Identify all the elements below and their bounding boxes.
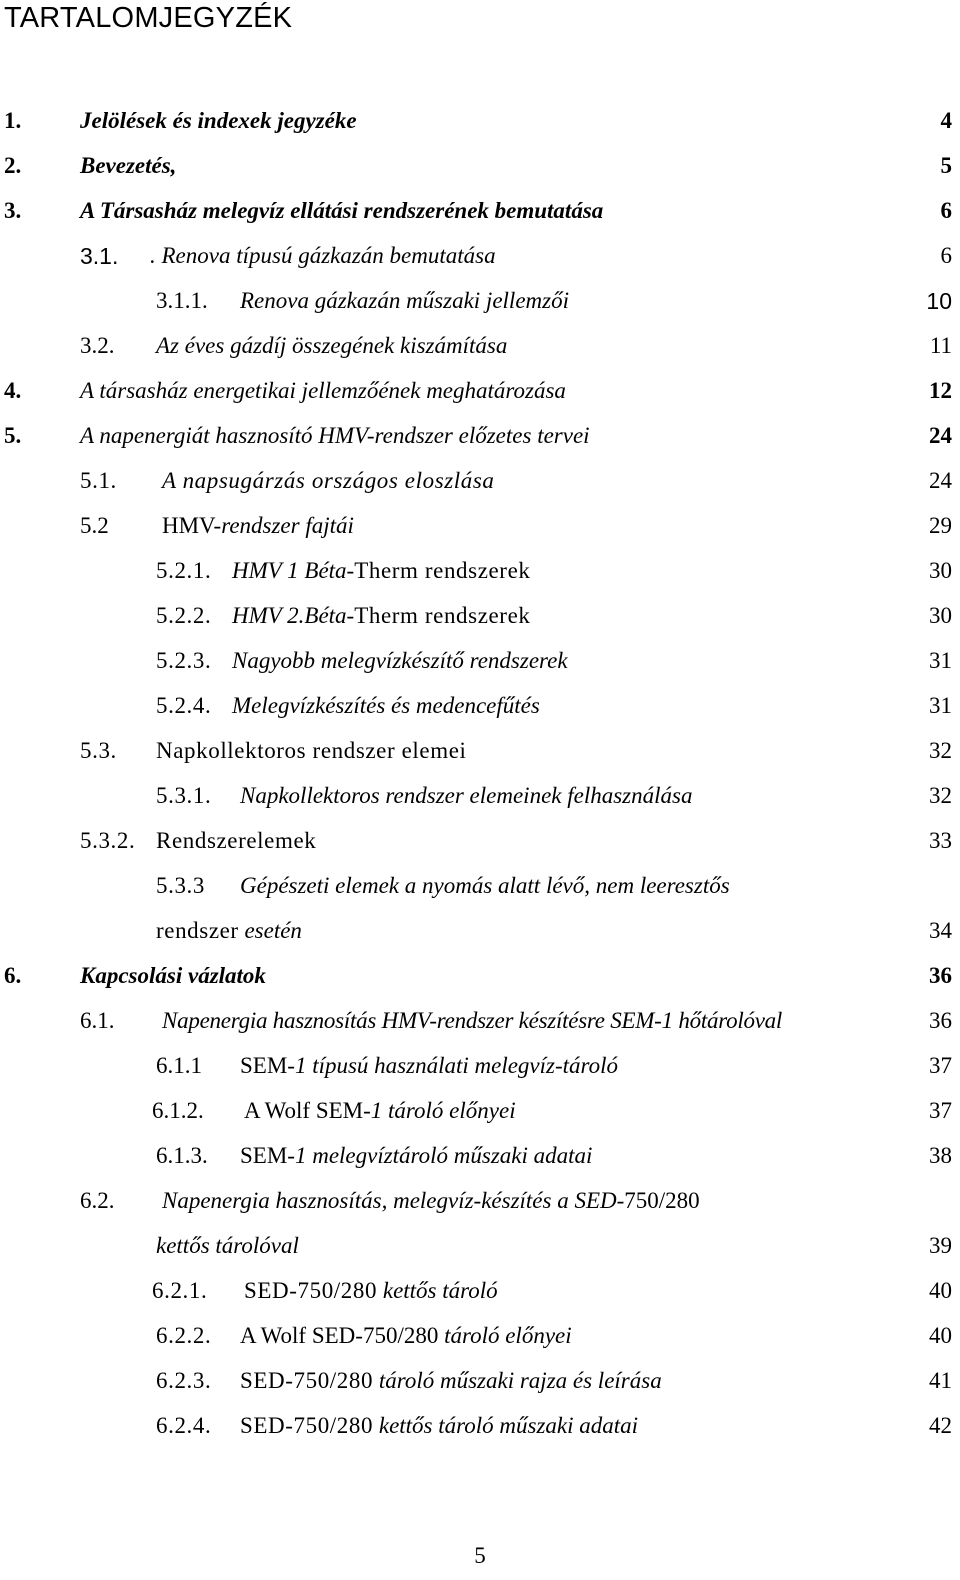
toc-number: 6.2.4. (156, 1413, 212, 1438)
toc-page: 40 (929, 1323, 952, 1348)
toc-entry[interactable] (0, 236, 960, 276)
toc-title: Melegvízkészítés és medencefűtés (232, 693, 540, 718)
toc-title: Gépészeti elemek a nyomás alatt lévő, nem leeresztős (240, 873, 730, 898)
toc-title: Kapcsolási vázlatok (80, 963, 266, 988)
toc-entry[interactable] (0, 281, 960, 321)
toc-number: 3.1.1. (156, 288, 208, 313)
toc-number: 5.2 (80, 513, 109, 538)
toc-entry[interactable] (0, 1316, 960, 1356)
toc-page: 6 (940, 198, 952, 223)
toc-page: 38 (929, 1143, 952, 1168)
toc-entry[interactable] (0, 1001, 960, 1041)
toc-entry[interactable] (0, 416, 960, 456)
toc-page: 40 (929, 1278, 952, 1303)
toc-title-part: 1 melegvíztároló műszaki adatai (294, 1143, 593, 1168)
toc-title-part: Napenergia hasznosítás, melegvíz-készítés a SED- (162, 1188, 625, 1213)
toc-page: 31 (929, 648, 952, 673)
toc-page: 11 (929, 333, 952, 358)
toc-title-part: HMV- (162, 513, 222, 538)
toc-title-part: SED-750/280 (240, 1413, 374, 1438)
toc-entry[interactable] (0, 326, 960, 366)
toc-title: A társasház energetikai jellemzőének meghatározása (80, 378, 566, 403)
toc-title-part: tároló előnyei (438, 1323, 572, 1348)
toc-number: 6. (4, 963, 22, 988)
toc-page: 34 (929, 918, 952, 943)
toc-number: 3.2. (80, 333, 115, 358)
toc-entry[interactable] (0, 1181, 960, 1221)
toc-entry[interactable] (0, 821, 960, 861)
toc-number: 5.2.3. (156, 648, 212, 673)
toc-title-part: SEM- (240, 1143, 295, 1168)
toc-number: 5.2.2. (156, 603, 212, 628)
toc-title-part: A Wolf SED-750/280 (240, 1323, 439, 1348)
toc-entry[interactable] (0, 101, 960, 141)
toc-entry-continuation[interactable] (0, 1226, 960, 1266)
toc-page: 37 (929, 1053, 952, 1078)
toc-entry[interactable] (0, 1091, 960, 1131)
toc-entry[interactable] (0, 866, 960, 906)
toc-page: 4 (940, 108, 952, 133)
toc-page: 30 (929, 603, 952, 628)
toc-entry[interactable] (0, 776, 960, 816)
toc-number: 4. (4, 378, 22, 403)
toc-title: Bevezetés, (80, 153, 177, 178)
toc-title-part: HMV 1 Béta- (232, 558, 355, 583)
toc-number: 6.1. (80, 1008, 115, 1033)
toc-number: 5.2.4. (156, 693, 212, 718)
toc-page: 37 (929, 1098, 952, 1123)
toc-title-part: 750/280 (624, 1188, 700, 1213)
toc-entry[interactable] (0, 686, 960, 726)
toc-number: 1. (4, 108, 22, 133)
toc-entry[interactable] (0, 956, 960, 996)
toc-number: 6.1.1 (156, 1053, 202, 1078)
toc-number: 5.3.1. (156, 783, 212, 808)
toc-title-part: 1 típusú használati melegvíz-tároló (294, 1053, 619, 1078)
toc-entry[interactable] (0, 551, 960, 591)
toc-page: 32 (929, 738, 952, 763)
toc-number: 5.3. (80, 738, 117, 763)
toc-number: 5.3.3 (156, 873, 205, 898)
toc-number: 2. (4, 153, 22, 178)
toc-number: 6.2.2. (156, 1323, 212, 1348)
toc-title: . Renova típusú gázkazán bemutatása (150, 243, 496, 268)
toc-entry[interactable] (0, 371, 960, 411)
toc-number: 6.2.3. (156, 1368, 212, 1393)
toc-entry[interactable] (0, 461, 960, 501)
toc-entry[interactable] (0, 731, 960, 771)
toc-entry[interactable] (0, 596, 960, 636)
toc-page: 36 (929, 1008, 952, 1033)
toc-title-part: kettős tároló műszaki adatai (373, 1413, 639, 1438)
toc-page: 41 (929, 1368, 952, 1393)
toc-title: kettős tárolóval (156, 1233, 299, 1258)
toc-title-part: SED-750/280 (244, 1278, 378, 1303)
toc-title: Napkollektoros rendszer elemeinek felhasználása (240, 783, 693, 808)
toc-entry-continuation[interactable] (0, 911, 960, 951)
toc-title-part: rendszer fajtái (221, 513, 354, 538)
toc-title: Napenergia hasznosítás HMV-rendszer készítésre SEM-1 hőtárolóval (162, 1008, 783, 1033)
toc-number: 3. (4, 198, 22, 223)
toc-number: 6.1.2. (152, 1098, 204, 1123)
toc-number: 6.2. (80, 1188, 115, 1213)
toc-page: 42 (929, 1413, 952, 1438)
toc-page: 33 (929, 828, 952, 853)
toc-number: 5.1. (80, 468, 117, 493)
toc-entry[interactable] (0, 1361, 960, 1401)
toc-title: Az éves gázdíj összegének kiszámítása (156, 333, 508, 358)
toc-page: 10 (926, 288, 952, 314)
toc-title: Jelölések és indexek jegyzéke (80, 108, 357, 133)
toc-entry[interactable] (0, 1406, 960, 1446)
toc-title-part: HMV 2.Béta- (232, 603, 355, 628)
toc-number: 5.3.2. (80, 828, 136, 853)
toc-number: 5. (4, 423, 22, 448)
toc-title: Rendszerelemek (156, 828, 317, 853)
toc-title: A napsugárzás országos eloszlása (162, 468, 495, 493)
toc-page: 5 (940, 153, 952, 178)
toc-title-part: rendszer (156, 918, 239, 943)
toc-entry[interactable] (0, 1136, 960, 1176)
toc-entry[interactable] (0, 506, 960, 546)
toc-number: 6.1.3. (156, 1143, 208, 1168)
toc-page: 36 (929, 963, 952, 988)
page-number: 5 (474, 1543, 486, 1568)
toc-title-part: 1 tároló előnyei (370, 1098, 516, 1123)
toc-number: 3.1. (80, 243, 119, 269)
toc-page: 32 (929, 783, 952, 808)
toc-title: A napenergiát hasznosító HMV-rendszer előzetes tervei (80, 423, 590, 448)
toc-entry[interactable] (0, 641, 960, 681)
toc-page: 31 (929, 693, 952, 718)
toc-entry[interactable] (0, 1271, 960, 1311)
toc-page: 39 (929, 1233, 952, 1258)
toc-entry[interactable] (0, 146, 960, 186)
toc-title-part: SEM- (240, 1053, 295, 1078)
toc-title: A Társasház melegvíz ellátási rendszerének bemutatása (80, 198, 604, 223)
toc-title-part: SED-750/280 (240, 1368, 374, 1393)
toc-title-part: Therm rendszerek (354, 603, 531, 628)
toc-entry[interactable] (0, 1046, 960, 1086)
toc-entry[interactable] (0, 191, 960, 231)
toc-number: 6.2.1. (152, 1278, 208, 1303)
toc-title-part: tároló műszaki rajza és leírása (373, 1368, 662, 1393)
toc-title: Nagyobb melegvízkészítő rendszerek (232, 648, 568, 673)
toc-title-part: Therm rendszerek (354, 558, 531, 583)
toc-page: 29 (929, 513, 952, 538)
toc-page: 24 (929, 468, 952, 493)
toc-title: Napkollektoros rendszer elemei (156, 738, 467, 763)
toc-title-part: kettős tároló (377, 1278, 498, 1303)
toc-page: 30 (929, 558, 952, 583)
toc-title-part: A Wolf SEM- (244, 1098, 371, 1123)
toc-page: 24 (929, 423, 952, 448)
toc-title-part: esetén (238, 918, 302, 943)
toc-page: 6 (940, 243, 952, 268)
toc-title: Renova gázkazán műszaki jellemzői (240, 288, 569, 313)
toc-number: 5.2.1. (156, 558, 212, 583)
toc-page: 12 (929, 378, 952, 403)
page-title: TARTALOMJEGYZÉK (4, 2, 293, 34)
